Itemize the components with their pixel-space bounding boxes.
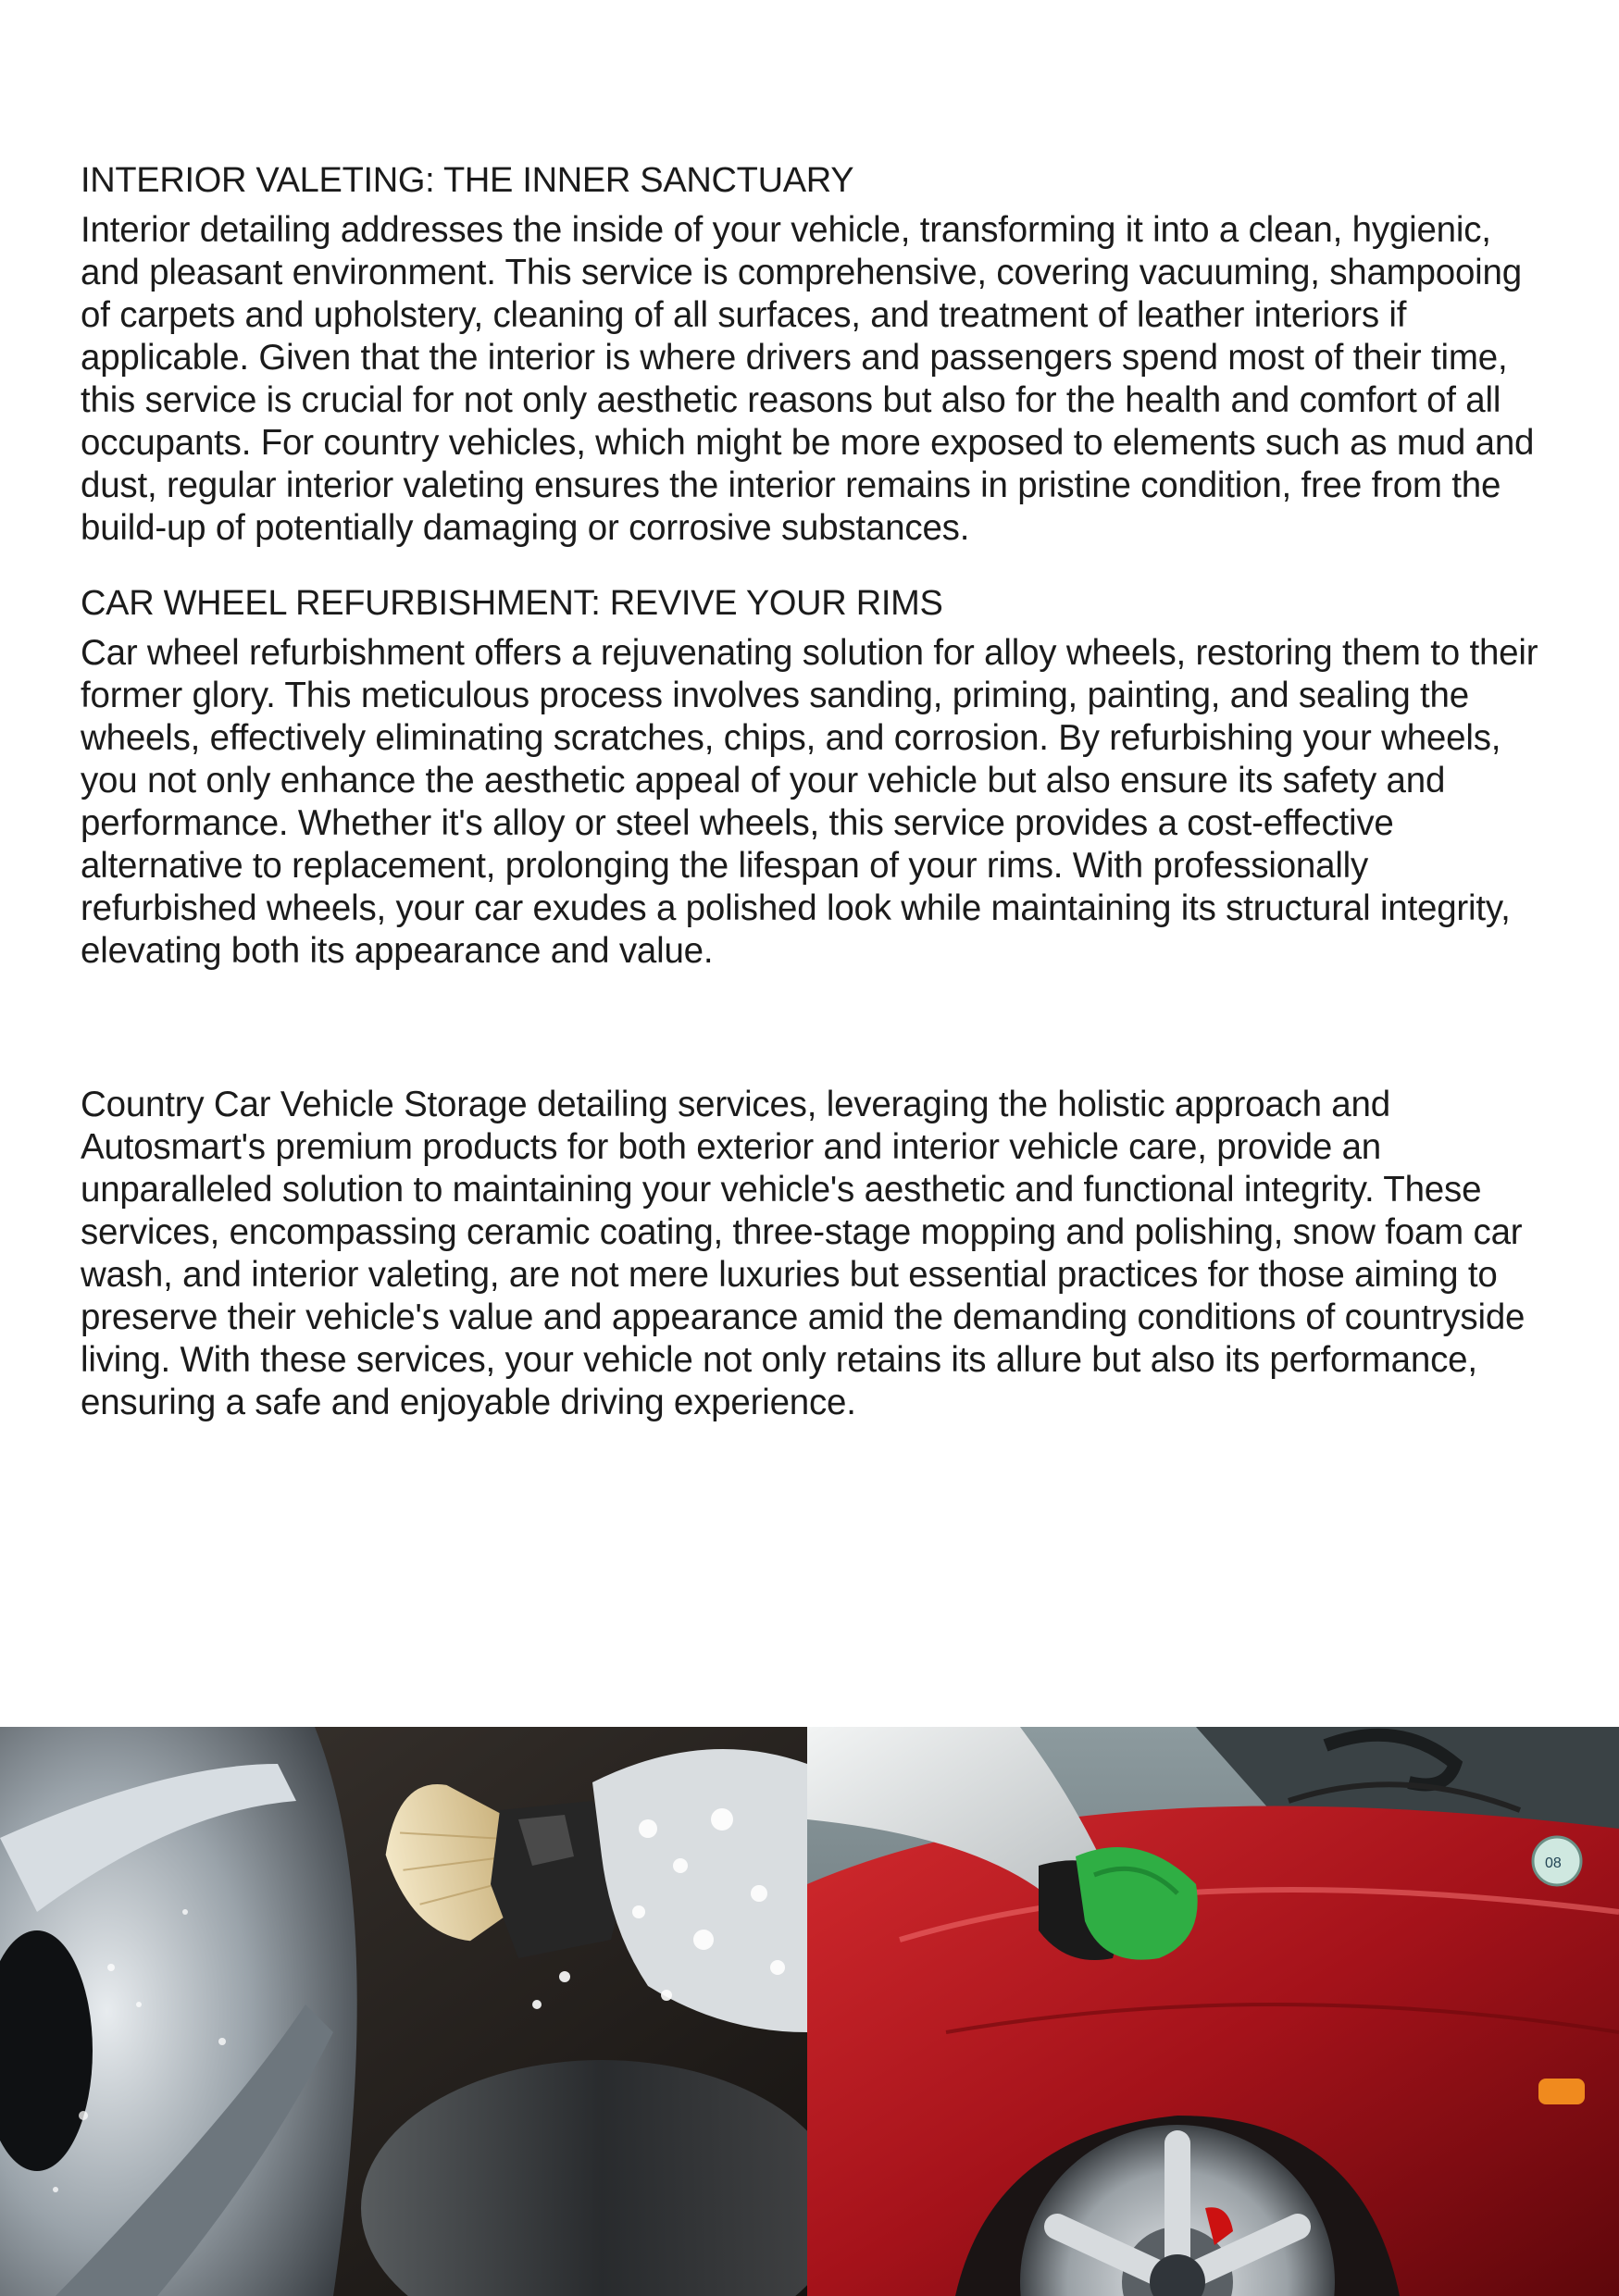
photo-strip (0, 1727, 1619, 2296)
windscreen-sticker-text: 08 (1545, 1855, 1562, 1871)
section-body-interior-valeting: Interior detailing addresses the inside of your vehicle, transforming it into a clean, hygienic, and pleasant environment. This service is comprehensive, covering vacuuming, shampooing of carpets and upholstery, cleaning of all surfaces, and treatment of leather interiors if applicable. Given that the interior is where drivers and passengers spend most of their time, this service is crucial for not only aesthetic reasons but also for the health and comfort of all occupants. For country vehicles, which might be more exposed to elements such as mud and dust, regular interior valeting ensures the interior remains in pristine condition, free from the build-up of potentially damaging or corrosive substances. (81, 210, 1535, 548)
conclusion-paragraph: Country Car Vehicle Storage detailing services, leveraging the holistic approach and Autosmart's premium products for both exterior and interior vehicle care, provide an unparalleled solution to maintaining your vehicle's aesthetic and functional integrity. These services, encompassing ceramic coating, three-stage mopping and polishing, snow foam car wash, and interior valeting, are not mere luxuries but essential practices for those aiming to preserve their vehicle's value and appearance amid the demanding conditions of countryside living. With these services, your vehicle not only retains its allure but also its performance, ensuring a safe and enjoyable driving experience. (81, 1085, 1526, 1422)
document-content (81, 159, 1552, 1424)
wheel-brush-cleaning-photo (0, 1727, 807, 2296)
section-heading-wheel-refurbishment: CAR WHEEL REFURBISHMENT: REVIVE YOUR RIMS (81, 584, 943, 623)
section-heading-interior-valeting: INTERIOR VALETING: THE INNER SANCTUARY (81, 161, 854, 200)
red-car-polishing-photo (807, 1727, 1619, 2296)
section-body-wheel-refurbishment: Car wheel refurbishment offers a rejuvenating solution for alloy wheels, restoring them to their former glory. This meticulous process involves sanding, priming, painting, and sealing the wheels, effectively eliminating scratches, chips, and corrosion. By refurbishing your wheels, you not only enhance the aesthetic appeal of your vehicle but also ensure its safety and performance. Whether it's alloy or steel wheels, this service provides a cost-effective alternative to replacement, prolonging the lifespan of your rims. With professionally refurbished wheels, your car exudes a polished look while maintaining its structural integrity, elevating both its appearance and value. (81, 633, 1538, 971)
